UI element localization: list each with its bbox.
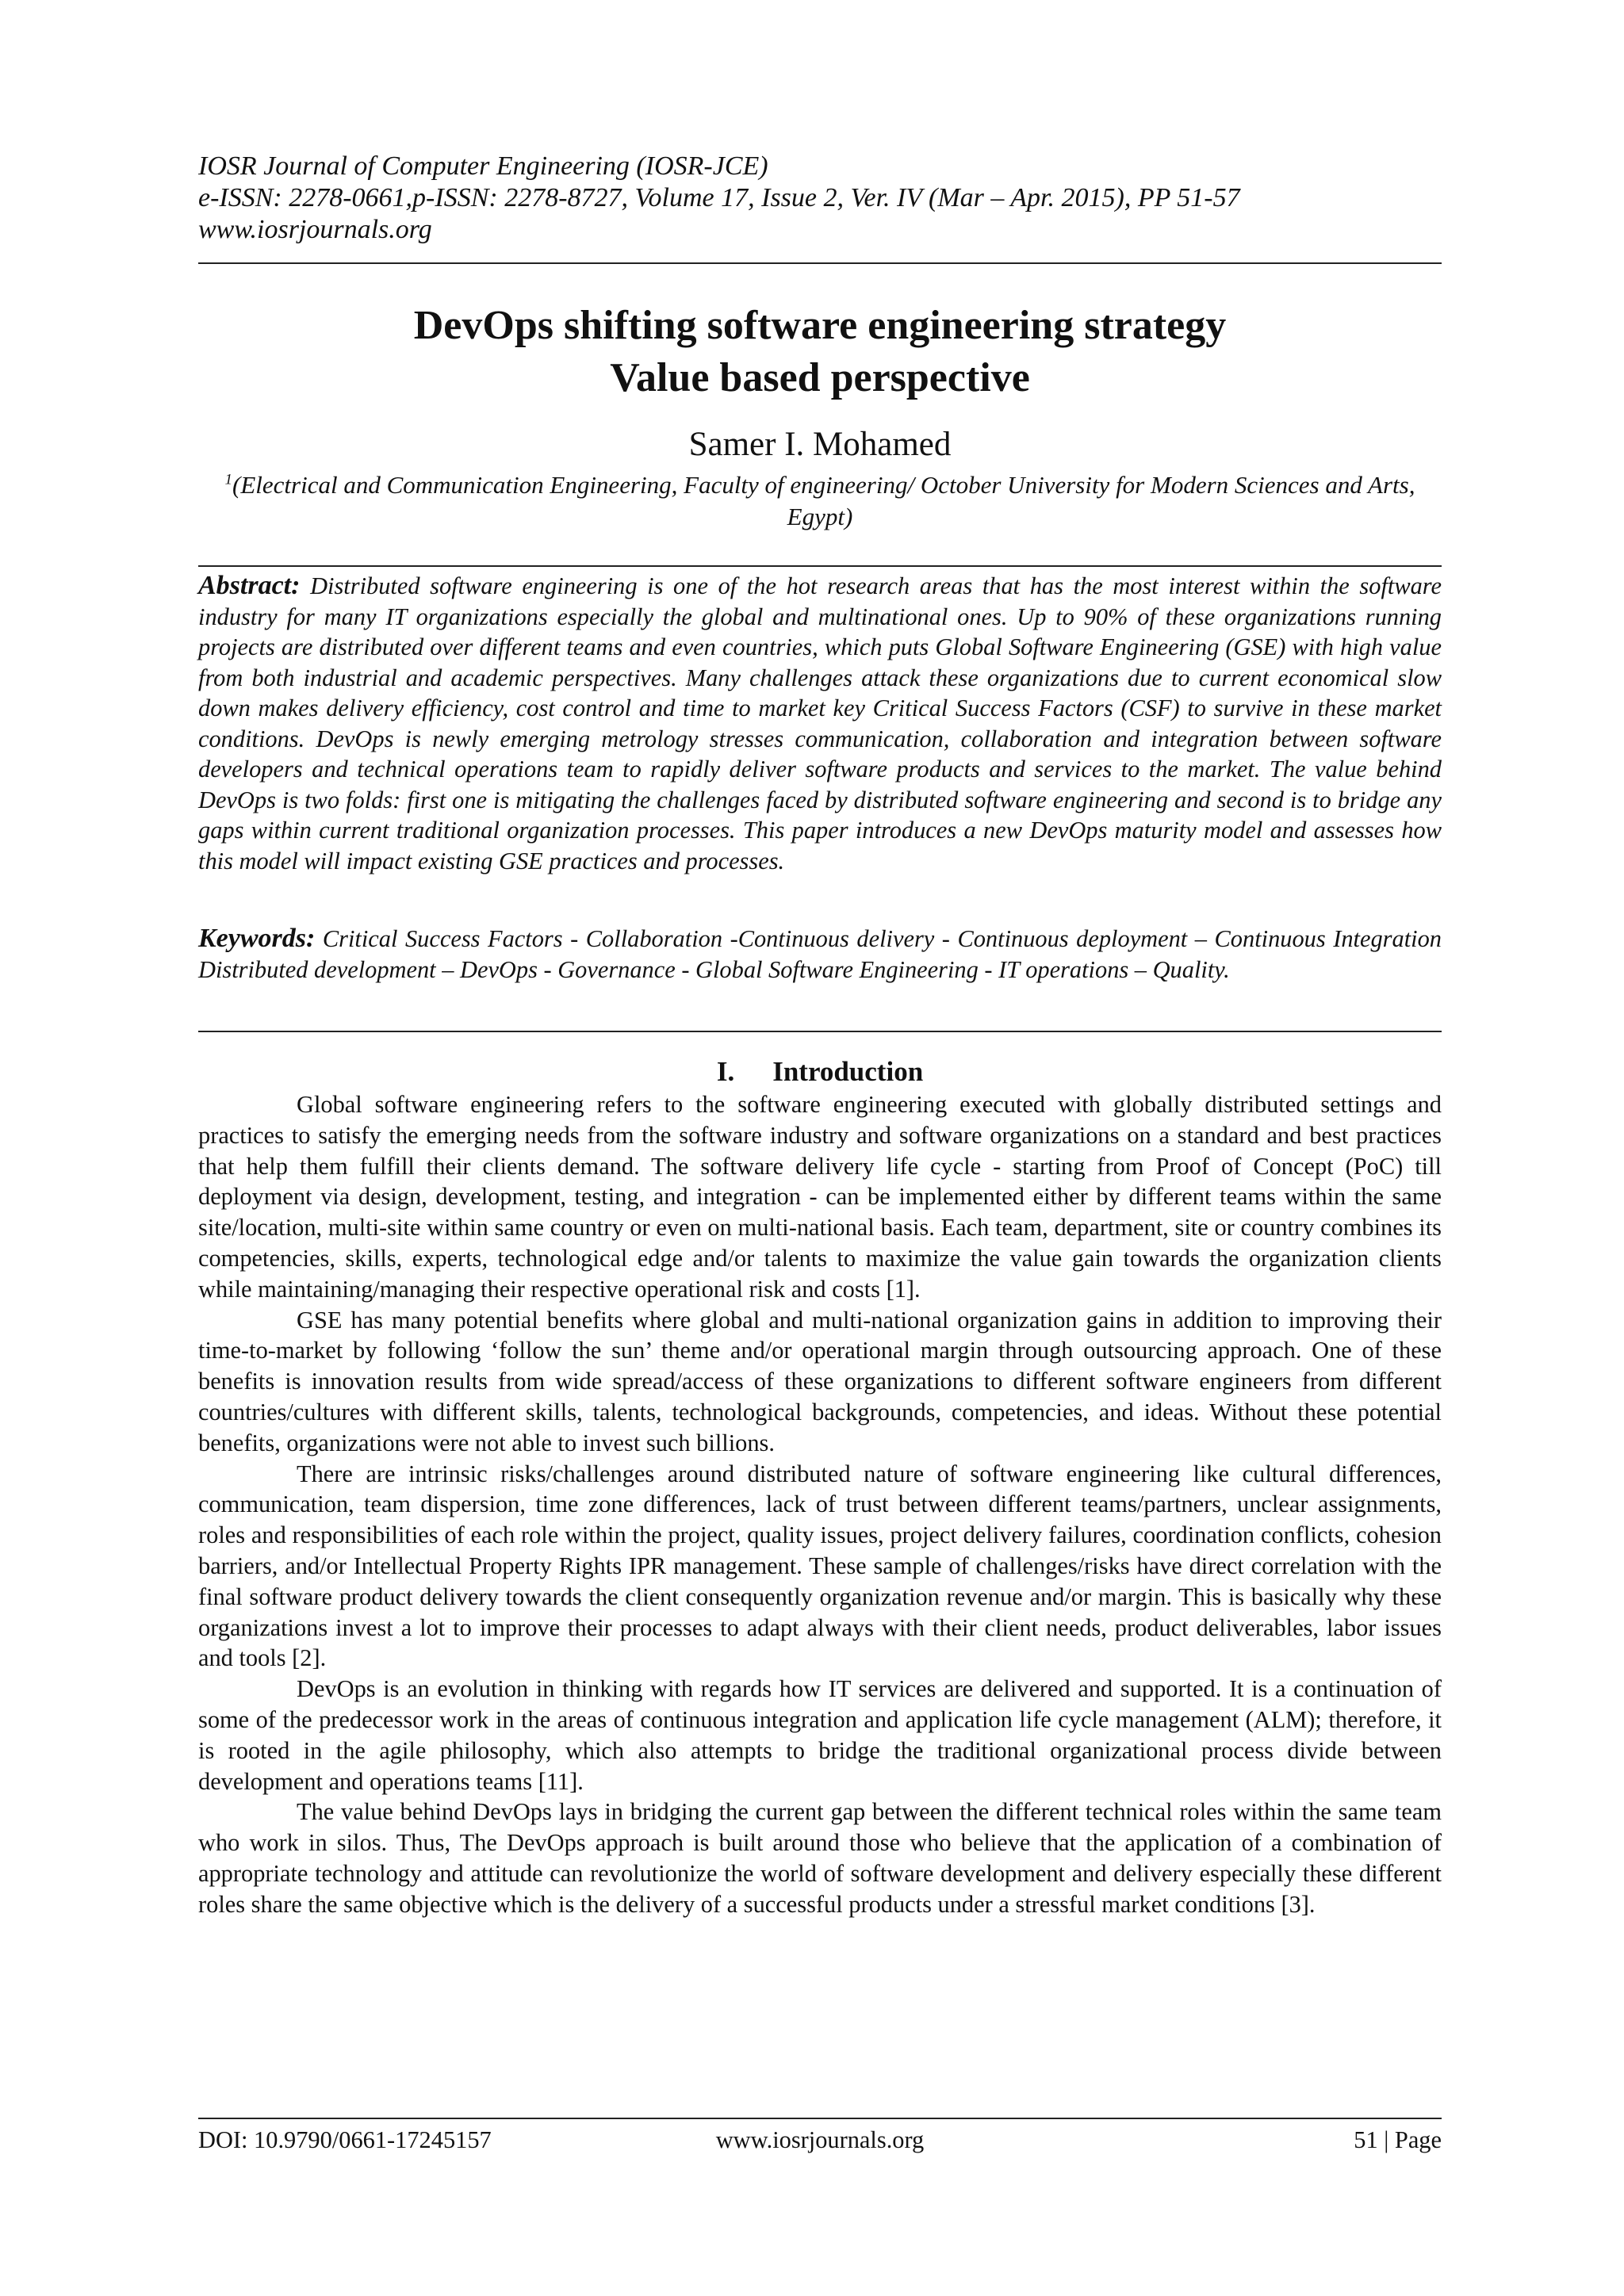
paragraph: The value behind DevOps lays in bridging the current gap between the different technical roles within the same team who work in silos. Thus, The DevOps approach is built around those who believe that the application of a combination of appropriate technology and attitude can revolutionize the world of software development and delivery especially these different roles share the same objective which is the delivery of a successful products under a stressful market conditions [3].	[198, 1798, 1442, 1918]
body-text	[198, 1089, 1442, 1920]
footer-website: www.iosrjournals.org	[715, 2126, 925, 2153]
journal-website: www.iosrjournals.org	[198, 215, 432, 244]
journal-issn: e-ISSN: 2278-0661,p-ISSN: 2278-8727, Volume 17, Issue 2, Ver. IV (Mar – Apr. 2015), PP 51-57	[198, 183, 1240, 212]
footer-doi: DOI: 10.9790/0661-17245157	[198, 2126, 492, 2153]
paragraph: GSE has many potential benefits where global and multi-national organization gains in addition to improving their time-to-market by following ‘follow the sun’ theme and/or operational margin through outsourcing approach. One of these benefits is innovation results from wide spread/access of these organizations to different software engineers from different countries/cultures with different skills, talents, technological backgrounds, competencies, and ideas. Without these potential benefits, organizations were not able to invest such billions.	[198, 1306, 1442, 1456]
journal-name: IOSR Journal of Computer Engineering (IOSR-JCE)	[198, 151, 768, 181]
keywords	[198, 924, 1442, 985]
paper-title	[198, 300, 1442, 404]
author-name: Samer I. Mohamed	[688, 426, 952, 463]
section-heading	[198, 1056, 1442, 1088]
paragraph: DevOps is an evolution in thinking with regards how IT services are delivered and supported. It is a continuation of some of the predecessor work in the areas of continuous integration and application life cycle management (ALM); therefore, it is rooted in the agile philosophy, which also attempts to bridge the traditional organizational process divide between development and operations teams [11].	[198, 1675, 1442, 1795]
header-rule	[198, 262, 1442, 264]
abstract-top-rule	[198, 565, 1442, 567]
abstract-label: Abstract:	[198, 571, 301, 600]
paragraph: There are intrinsic risks/challenges around distributed nature of software engineering like cultural differences, communication, team dispersion, time zone differences, lack of trust between different teams/partners, unclear assignments, roles and responsibilities of each role within the project, quality issues, project delivery failures, coordination conflicts, cohesion barriers, and/or Intellectual Property Rights IPR management. These sample of challenges/risks have direct correlation with the final software product delivery towards the client consequently organization revenue and/or margin. This is basically why these organizations invest a lot to improve their processes to adapt always with their client needs, product deliverables, labor issues and tools [2].	[198, 1460, 1442, 1672]
section-number: I.	[716, 1056, 735, 1087]
abstract-bottom-rule	[198, 1031, 1442, 1032]
abstract	[198, 571, 1442, 876]
title-line-2: Value based perspective	[610, 355, 1030, 400]
abstract-text: Distributed software engineering is one of the hot research areas that has the most interest within the software industry for many IT organizations especially the global and multinational ones. Up to 90% of these organizations running projects are distributed over different teams and even countries, which puts Global Software Engineering (GSE) with high value from both industrial and academic perspectives. Many challenges attack these organizations due to current economical slow down makes delivery efficiency, cost control and time to market key Critical Success Factors (CSF) to survive in these market conditions. DevOps is newly emerging metrology stresses communication, collaboration and integration between software developers and technical operations team to rapidly deliver software products and services to the market. The value behind DevOps is two folds: first one is mitigating the challenges faced by distributed software engineering and second is to bridge any gaps within current traditional organization processes. This paper introduces a new DevOps maturity model and assesses how this model will impact existing GSE practices and processes.	[198, 572, 1442, 874]
footer-page-number: 51 | Page	[1354, 2126, 1442, 2153]
affiliation-text: (Electrical and Communication Engineering, Faculty of engineering/ October University for Modern Sciences and Arts, Egypt)	[232, 471, 1415, 530]
journal-header	[198, 151, 1443, 246]
section-title: Introduction	[772, 1056, 924, 1087]
paragraph: Global software engineering refers to the software engineering executed with globally distributed settings and practices to satisfy the emerging needs from the software industry and software organizations on a standard and best practices that help them fulfill their clients demand. The software delivery life cycle - starting from Proof of Concept (PoC) till deployment via design, development, testing, and integration - can be implemented either by different teams within the same site/location, multi-site within same country or even on multi-national basis. Each team, department, site or country combines its competencies, skills, experts, technological edge and/or talents to maximize the value gain towards the organization clients while maintaining/managing their respective operational risk and costs [1].	[198, 1091, 1442, 1303]
keywords-label: Keywords:	[198, 924, 316, 953]
title-line-1: DevOps shifting software engineering strategy	[413, 303, 1227, 348]
keywords-text: Critical Success Factors - Collaboration -Continuous delivery - Continuous deployment – Continuous Integration Distributed development – DevOps - Governance - Global Software Engineering - IT operations – Quality.	[198, 925, 1442, 983]
affiliation-superscript: 1	[224, 471, 233, 488]
footer-rule	[198, 2118, 1442, 2119]
author-affiliation	[198, 469, 1442, 533]
